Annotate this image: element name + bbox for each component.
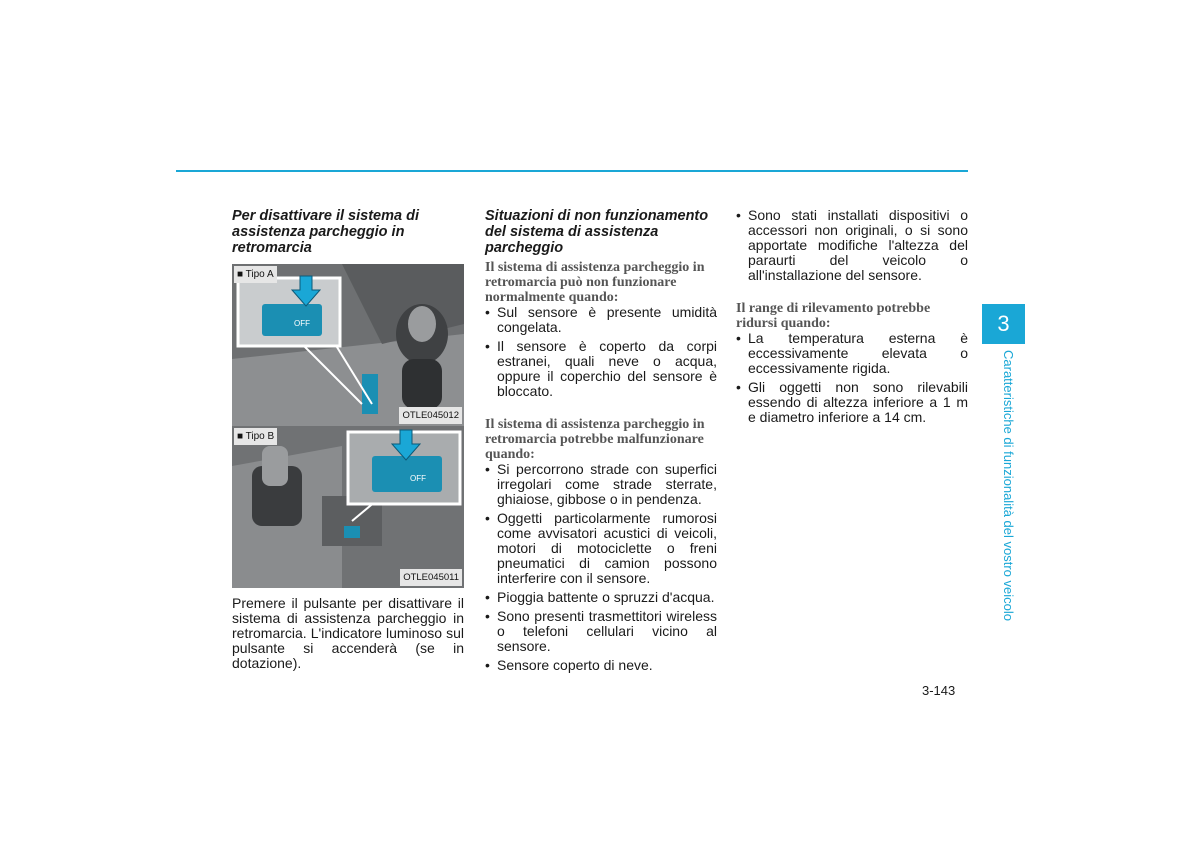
- figure-code: OTLE045012: [399, 407, 462, 424]
- parking-sensor-button-icon: [262, 304, 322, 336]
- instruction-paragraph: Premere il pulsante per disattivare il sistema di assistenza parcheggio in retromarcia. L'indicatore luminoso sul pulsante si accenderà (se in dotazione).: [232, 595, 464, 671]
- bullet-list: [736, 208, 968, 283]
- figure-a-illustration: [232, 264, 464, 426]
- figure-label: ■ Tipo B: [234, 428, 277, 445]
- column-1: [232, 208, 464, 671]
- figure-type-a: [232, 264, 464, 426]
- list-item: • Sensore coperto di neve.: [485, 658, 717, 673]
- svg-text:OFF: OFF: [410, 474, 426, 483]
- list-item: • Gli oggetti non sono rilevabili essendo di altezza inferiore a 1 m e diametro inferiore a 14 cm.: [736, 380, 968, 425]
- parking-sensor-button-icon: [372, 456, 442, 492]
- list-item: • Si percorrono strade con superfici irregolari come strade sterrate, ghiaiose, gibbose o in pendenza.: [485, 462, 717, 507]
- header-rule: [176, 170, 968, 172]
- bullet-list: [485, 462, 717, 673]
- list-item: • Il sensore è coperto da corpi estranei, quali neve o acqua, oppure il coperchio del sensore è bloccato.: [485, 339, 717, 399]
- bullet-list: [485, 305, 717, 399]
- svg-text:OFF: OFF: [294, 319, 310, 328]
- list-item: • Sul sensore è presente umidità congelata.: [485, 305, 717, 335]
- bullet-list: [736, 331, 968, 425]
- chapter-title: Caratteristiche di funzionalità del vostro veicolo: [1001, 350, 1016, 621]
- figure-label: ■ Tipo A: [234, 266, 277, 283]
- subheading: Il sistema di assistenza parcheggio in retromarcia potrebbe malfunzionare quando:: [485, 417, 705, 462]
- list-item: • Sono stati installati dispositivi o accessori non originali, o si sono apportate modifiche l'altezza del paraurti del veicolo o all'installazione del sensore.: [736, 208, 968, 283]
- figure-type-b: [232, 426, 464, 588]
- list-item: • Oggetti particolarmente rumorosi come avvisatori acustici di veicoli, motori di motociclette o freni pneumatici di camion possono interferire con il sensore.: [485, 511, 717, 586]
- list-item: • Pioggia battente o spruzzi d'acqua.: [485, 590, 717, 605]
- figure-code: OTLE045011: [400, 569, 462, 586]
- figure-b-illustration: [232, 426, 464, 588]
- section-heading: Situazioni di non funzionamento del sistema di assistenza parcheggio: [485, 208, 709, 256]
- subheading: Il range di rilevamento potrebbe ridursi quando:: [736, 301, 931, 331]
- list-item: • Sono presenti trasmettitori wireless o telefoni cellulari vicino al sensore.: [485, 609, 717, 654]
- chapter-tab: 3: [982, 304, 1025, 344]
- section-heading: Per disattivare il sistema di assistenza parcheggio in retromarcia: [232, 208, 419, 256]
- column-3: [736, 208, 968, 429]
- column-2: [485, 208, 717, 677]
- subheading: Il sistema di assistenza parcheggio in retromarcia può non funzionare normalmente quando:: [485, 260, 705, 305]
- list-item: • La temperatura esterna è eccessivamente elevata o eccessivamente rigida.: [736, 331, 968, 376]
- page-number: 3-143: [922, 683, 956, 698]
